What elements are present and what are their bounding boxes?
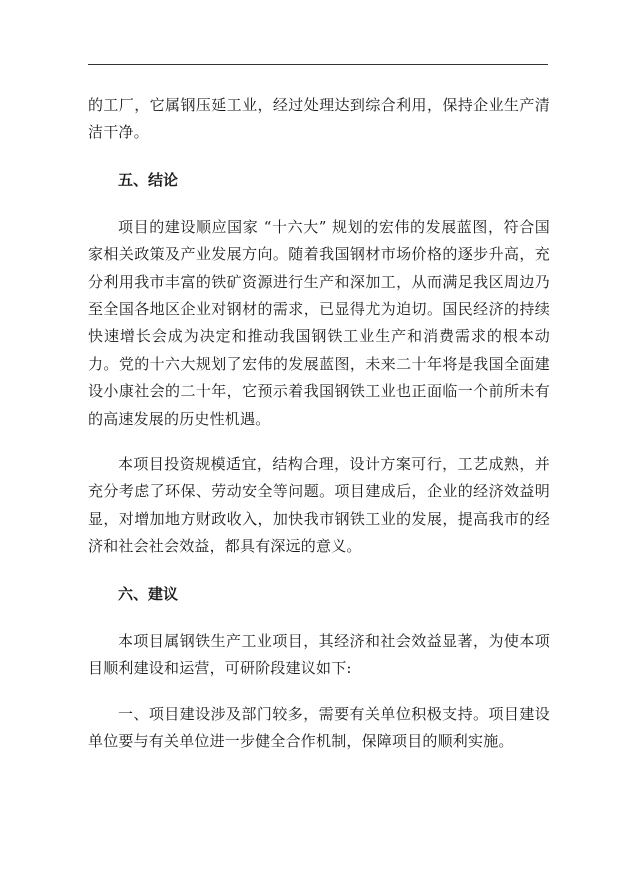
intro-paragraph: 的工厂，它属钢压延工业，经过处理达到综合利用，保持企业生产清洁干净。 <box>88 96 550 142</box>
section-6-heading: 六、建议 <box>118 584 179 603</box>
section-6-paragraph-1: 本项目属钢铁生产工业项目，其经济和社会效益显著，为使本项目顺利建设和运营，可研阶段建议如下: <box>88 631 550 678</box>
section-5-paragraph-2: 本项目投资规模适宜，结构合理，设计方案可行，工艺成熟，并充分考虑了环保、劳动安全等问题。项目建成后，企业的经济效益明显，对增加地方财政收入，加快我市钢铁工业的发展，提高我市的经济和社会社会效益，都具有深远的意义。 <box>88 455 550 556</box>
header-rule <box>88 64 548 65</box>
document-body <box>88 92 550 755</box>
section-5-paragraph-1: 项目的建设顺应国家 “十六大” 规划的宏伟的发展蓝图，符合国家相关政策及产业发展方向。随着我国钢材市场价格的逐步升高，充分利用我市丰富的铁矿资源进行生产和深加工，从而满足我区周边乃至全国各地区企业对钢材的需求，已显得尤为迫切。国民经济的持续快速增长会成为决定和推动我国钢铁工业生产和消费需求的根本动力。党的十六大规划了宏伟的发展蓝图，未来二十年将是我国全面建设小康社会的二十年，它预示着我国钢铁工业也正面临一个前所未有的高速发展的历史性机遇。 <box>88 217 550 428</box>
section-6-paragraph-2: 一、项目建设涉及部门较多，需要有关单位积极支持。项目建设单位要与有关单位进一步健全合作机制，保障项目的顺利实施。 <box>88 704 550 750</box>
section-5-heading: 五、结论 <box>118 170 179 189</box>
